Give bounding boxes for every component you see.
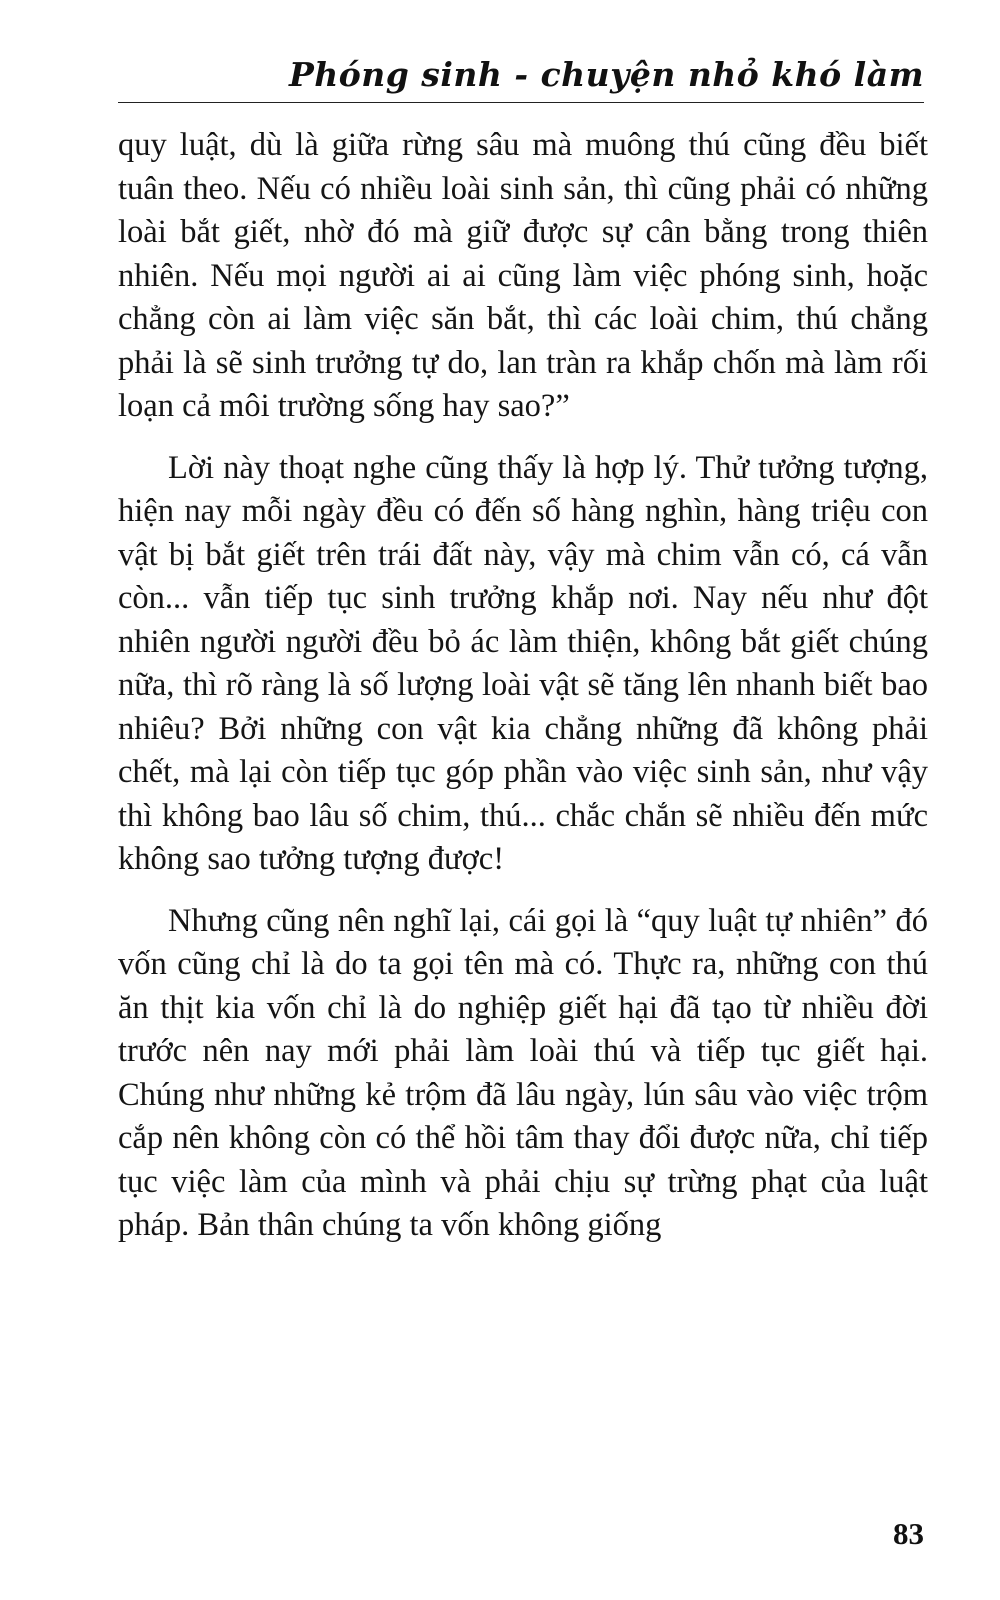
paragraph-continued: quy luật, dù là giữa rừng sâu mà muông thú cũng đều biết tuân theo. Nếu có nhiều loài sinh sản, thì cũng phải có những loài bắt giết, nhờ đó mà giữ được sự cân bằng trong thiên nhiên. Nếu mọi người ai ai cũng làm việc phóng sinh, hoặc chẳng còn ai làm việc săn bắt, thì các loài chim, thú chẳng phải là sẽ sinh trưởng tự do, lan tràn ra khắp chốn mà làm rối loạn cả môi trường sống hay sao?” bbox=[118, 127, 928, 424]
body-text bbox=[118, 124, 928, 1266]
paragraph: Nhưng cũng nên nghĩ lại, cái gọi là “quy luật tự nhiên” đó vốn cũng chỉ là do ta gọi tên mà có. Thực ra, những con thú ăn thịt kia vốn chỉ là do nghiệp giết hại đã tạo từ nhiều đời trước nên nay mới phải làm loài thú và tiếp tục giết hại. Chúng như những kẻ trộm đã lâu ngày, lún sâu vào việc trộm cắp nên không còn có thể hồi tâm thay đổi được nữa, chỉ tiếp tục việc làm của mình và phải chịu sự trừng phạt của luật pháp. Bản thân chúng ta vốn không giống bbox=[118, 902, 928, 1243]
running-header-title: Phóng sinh - chuyện nhỏ khó làm bbox=[118, 52, 924, 103]
paragraph: Lời này thoạt nghe cũng thấy là hợp lý. Thử tưởng tượng, hiện nay mỗi ngày đều có đến số hàng nghìn, hàng triệu con vật bị bắt giết trên trái đất này, vậy mà chim vẫn có, cá vẫn còn... vẫn tiếp tục sinh trưởng khắp nơi. Nay nếu như đột nhiên người người đều bỏ ác làm thiện, không bắt giết chúng nữa, thì rõ ràng là số lượng loài vật sẽ tăng lên nhanh biết bao nhiêu? Bởi những con vật kia chẳng những đã không phải chết, mà lại còn tiếp tục góp phần vào việc sinh sản, như vậy thì không bao lâu số chim, thú... chắc chắn sẽ nhiều đến mức không sao tưởng tượng được! bbox=[118, 449, 928, 877]
page-number: 83 bbox=[893, 1516, 924, 1551]
